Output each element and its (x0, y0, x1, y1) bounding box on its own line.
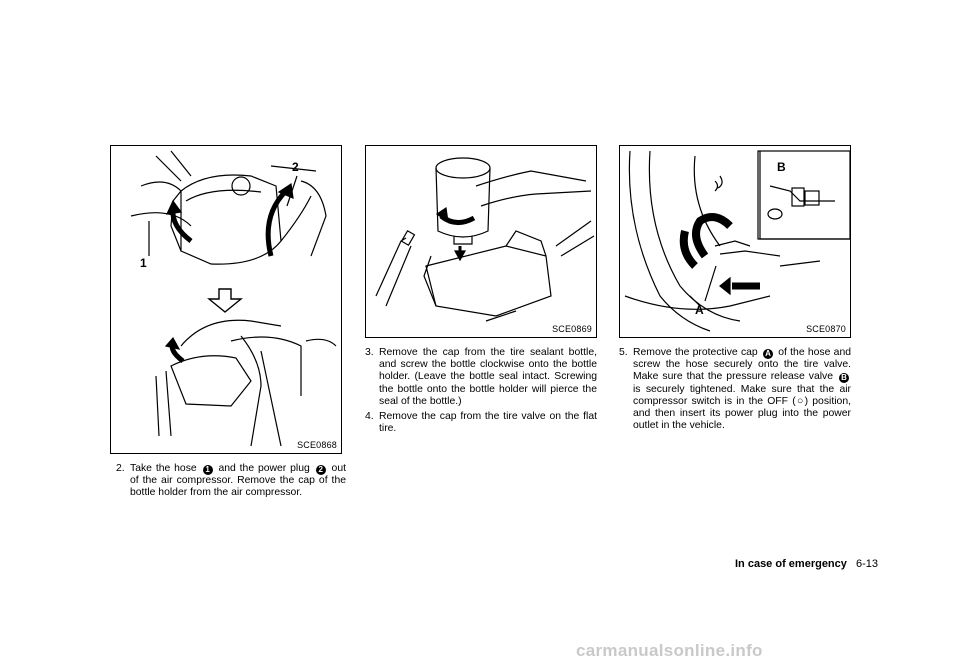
step-4: 4. Remove the cap from the tire valve on the flat tire. (365, 411, 597, 435)
callout-1-inline: 1 (203, 465, 213, 475)
figure-sce0869 (365, 145, 597, 338)
compressor-illustration-1 (111, 146, 342, 454)
tire-valve-illustration (620, 146, 851, 338)
watermark: carmanualsonline.info (576, 641, 763, 660)
callout-b: B (777, 160, 786, 174)
callout-2: 2 (292, 160, 299, 174)
steps-3-4 (365, 347, 597, 438)
figure-code: SCE0869 (552, 324, 592, 334)
figure-sce0868 (110, 145, 342, 454)
callout-a: A (695, 303, 704, 317)
step-2: 2. Take the hose 1 and the power plug 2 out of the air compressor. Remove the cap of the bottle holder from the air compressor. (116, 463, 346, 499)
figure-code: SCE0870 (806, 324, 846, 334)
callout-1: 1 (140, 256, 147, 270)
bottle-illustration (366, 146, 597, 338)
figure-sce0870 (619, 145, 851, 338)
callout-a-inline: A (763, 349, 773, 359)
callout-b-inline: B (839, 373, 849, 383)
step-number: 2. (116, 463, 125, 474)
section-title: In case of emergency (735, 558, 847, 570)
callout-2-inline: 2 (316, 465, 326, 475)
step-5: 5. Remove the protective cap A of the hose and screw the hose securely onto the tire valve. Make sure that the pressure release valve B is securely tightened. Make sure that the air compressor switch is in the OFF (○) position, and then insert its power plug into the power outlet in the vehicle. (619, 347, 852, 432)
page-footer (735, 558, 878, 570)
figure-code: SCE0868 (297, 440, 337, 450)
page-number: 6-13 (855, 558, 878, 570)
step-3: 3. Remove the cap from the tire sealant bottle, and screw the bottle clockwise onto the bottle holder. (Leave the bottle seal intact. Screwing the bottle onto the bottle holder will pierce the seal of the bottle.) (365, 347, 597, 407)
off-symbol: ○ (795, 395, 805, 407)
